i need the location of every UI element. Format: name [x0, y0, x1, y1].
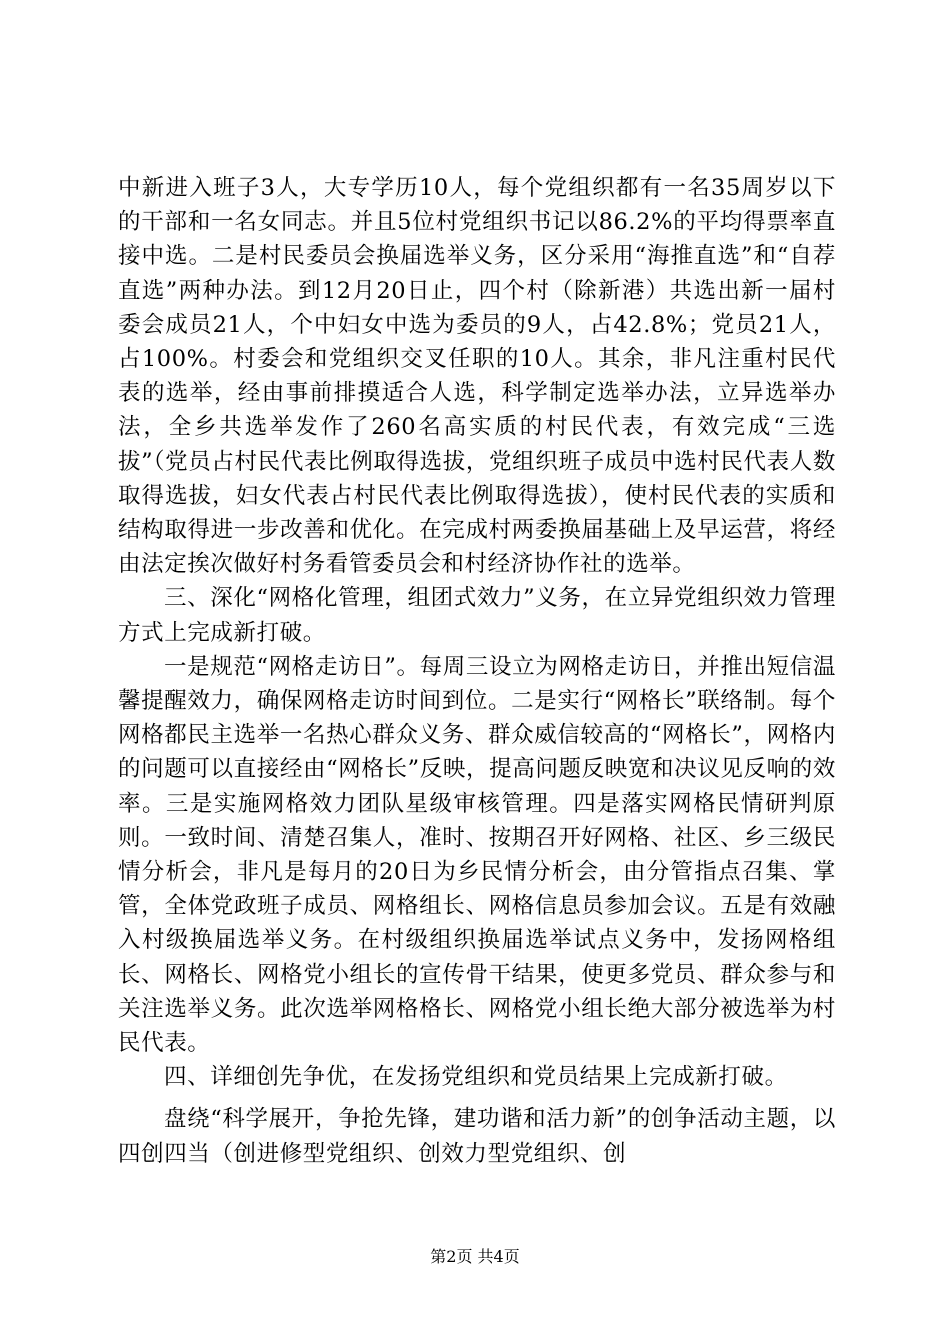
paragraph-section-four-heading: 四、详细创先争优，在发扬党组织和党员结果上完成新打破。: [164, 1064, 788, 1091]
paragraph-grid-management: 一是规范“网格走访日”。每周三设立为网格走访日，并推出短信温馨提醒效力，确保网格走访时间到位。二是实行“网格长”联络制。每个网格都民主选举一名热心群众义务、群众威信较高的“网格长”，网格内的问题可以直接经由“网格长”反映，提高问题反映宽和决议见反响的效率。三是实施网格效力团队星级审核管理。四是落实网格民情研判原则。一致时间、清楚召集人，准时、按期召开好网格、社区、乡三级民情分析会，非凡是每月的20日为乡民情分析会，由分管指点召集、掌管，全体党政班子成员、网格组长、网格信息员参加会议。五是有效融入村级换届选举义务。在村级组织换届选举试点义务中，发扬网格组长、网格长、网格党小组长的宣传骨干结果，使更多党员、群众参与和关注选举义务。此次选举网格格长、网格党小组长绝大部分被选举为村民代表。: [118, 653, 836, 1057]
paragraph-section-three-heading: 三、深化“网格化管理，组团式效力”义务，在立异党组织效力管理方式上完成新打破。: [118, 585, 836, 646]
page-footer: 第2页 共4页: [430, 1247, 520, 1266]
document-body: [118, 171, 836, 1171]
paragraph-election-results: 中新进入班子3人，大专学历10人，每个党组织都有一名35周岁以下的干部和一名女同志。并且5位村党组织书记以86.2%的平均得票率直接中选。二是村民委员会换届选举义务，区分采用“海推直选”和“自荐直选”两种办法。到12月20日止，四个村（除新港）共选出新一届村委会成员21人，个中妇女中选为委员的9人，占42.8%；党员21人，占100%。村委会和党组织交叉任职的10人。其余，非凡注重村民代表的选举，经由事前排摸适合人选，科学制定选举办法，立异选举办法，全乡共选举发作了260名高实质的村民代表，有效完成“三选拔”（党员占村民代表比例取得选拔，党组织班子成员中选村民代表人数取得选拔，妇女代表占村民代表比例取得选拔），使村民代表的实质和结构取得进一步改善和优化。在完成村两委换届基础上及早运营，将经由法定挨次做好村务看管委员会和村经济协作社的选举。: [118, 175, 836, 578]
paragraph-campaign-theme: 盘绕“科学展开，争抢先锋，建功谐和活力新”的创争活动主题，以四创四当（创进修型党组织、创效力型党组织、创: [118, 1106, 836, 1167]
